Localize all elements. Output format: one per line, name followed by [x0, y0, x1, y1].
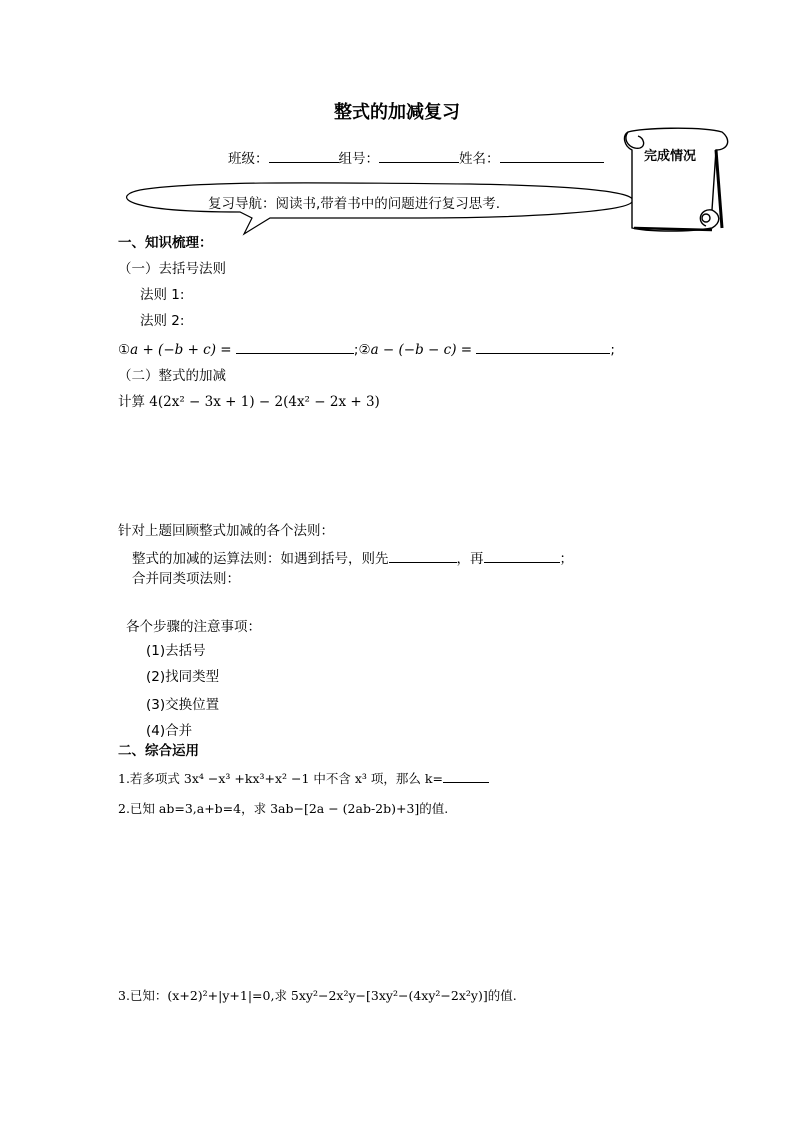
question-2: 2.已知 ab=3,a+b=4，求 3ab−[2a − (2ab-2b)+3]的值.: [118, 801, 449, 816]
review-intro: 针对上题回顾整式加减的各个法则：: [118, 523, 334, 539]
step-4: (4)合并: [146, 723, 193, 739]
step-1: (1)去括号: [146, 643, 206, 659]
name-field[interactable]: [500, 148, 604, 163]
formula-1-blank[interactable]: [236, 339, 354, 354]
formula-line: [118, 339, 615, 359]
review-rule-a: [132, 548, 573, 568]
section1-heading: 一、知识梳理：: [118, 235, 213, 251]
group-field[interactable]: [379, 148, 459, 163]
q1-answer-blank[interactable]: [443, 768, 489, 783]
question-1: [118, 768, 489, 788]
class-label: 班级：: [228, 151, 269, 167]
rule1-label: 法则 1:: [140, 287, 185, 303]
scroll-label: 完成情况: [644, 149, 697, 164]
rule-a-blank-1[interactable]: [389, 548, 457, 563]
formula-1: a + (−b + c) =: [130, 342, 232, 358]
name-label: 姓名：: [459, 151, 500, 167]
section2-heading: 二、综合运用: [118, 743, 199, 759]
scroll-graphic: [625, 128, 728, 231]
group-label: 组号：: [338, 151, 379, 167]
rule2-label: 法则 2:: [140, 313, 185, 329]
formula-sep: ;: [353, 342, 359, 358]
q1-text: 1.若多项式 3x⁴ −x³ +kx³+x² −1 中不含 x³ 项，那么 k=: [118, 771, 443, 786]
step-2: (2)找同类型: [146, 669, 220, 685]
marker-1: ①: [118, 342, 131, 358]
nav-text: 复习导航：阅读书,带着书中的问题进行复习思考.: [208, 196, 501, 212]
rule-a-blank-2[interactable]: [484, 548, 560, 563]
rule-a-mid: ，再: [456, 551, 484, 567]
page-title: 整式的加减复习: [334, 102, 460, 123]
review-rule-b: 合并同类项法则：: [132, 571, 240, 587]
formula-2: a − (−b − c) =: [370, 342, 473, 358]
step-3: (3)交换位置: [146, 697, 220, 713]
section1-sub2: （二）整式的加减: [118, 368, 226, 384]
formula-2-blank[interactable]: [476, 339, 610, 354]
calc-problem: 计算 4(2x² − 3x + 1) − 2(4x² − 2x + 3): [118, 394, 380, 410]
section1-sub1: （一）去括号法则: [118, 261, 226, 277]
rule-a-text: 整式的加减的运算法则：如遇到括号，则先: [132, 551, 389, 567]
rule-a-end: ；: [559, 551, 573, 567]
marker-2: ②: [358, 342, 371, 358]
question-3: 3.已知：(x+2)²+|y+1|=0,求 5xy²−2x²y−[3xy²−(4xy²−2x²y)]的值.: [118, 988, 517, 1003]
class-field[interactable]: [269, 148, 339, 163]
notes-title: 各个步骤的注意事项：: [126, 619, 261, 635]
info-line: [228, 148, 604, 168]
formula-end: ;: [610, 342, 615, 358]
